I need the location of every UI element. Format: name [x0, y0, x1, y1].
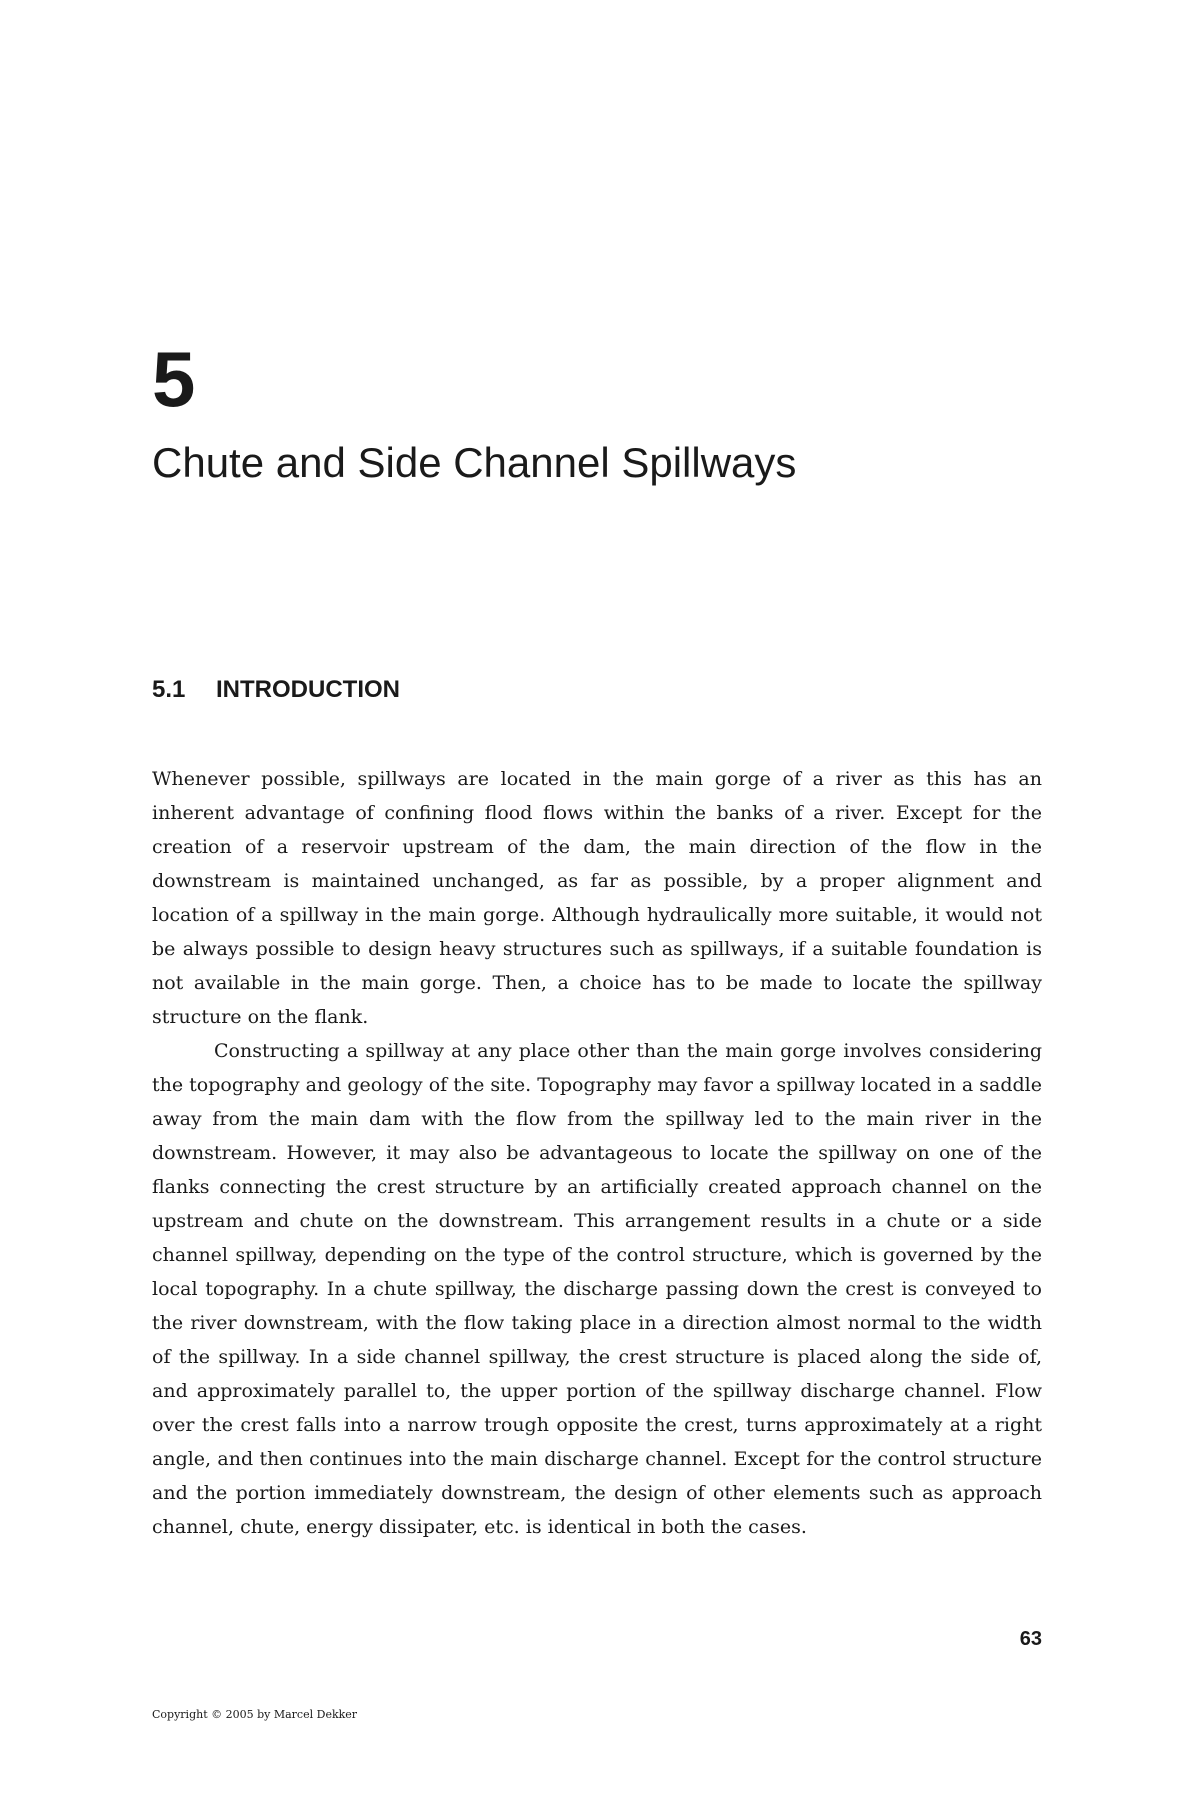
- copyright-notice: Copyright © 2005 by Marcel Dekker: [152, 1708, 358, 1721]
- chapter-title: Chute and Side Channel Spillways: [152, 439, 797, 486]
- section-heading: [152, 678, 400, 702]
- paragraph-1: Whenever possible, spillways are located in the main gorge of a river as this has an inherent advantage of confining flood flows within the banks of a river. Except for the creation of a reservoir upstream of the dam, the main direction of the flow in the downstream is maintained unchanged, as far as possible, by a proper alignment and location of a spillway in the main gorge. Although hydraulically more suitable, it would not be always possible to design heavy structures such as spillways, if a suitable foundation is not available in the main gorge. Then, a choice has to be made to locate the spillway structure on the flank.: [152, 768, 1042, 1028]
- page-number: 63: [1019, 1628, 1042, 1650]
- section-title: INTRODUCTION: [216, 676, 400, 703]
- chapter-number: 5: [152, 335, 196, 423]
- body-text: [152, 762, 1042, 1544]
- section-number: 5.1: [152, 676, 186, 703]
- paragraph-2: Constructing a spillway at any place other than the main gorge involves considering the topography and geology of the site. Topography may favor a spillway located in a saddle away from the main dam with the flow from the spillway led to the main river in the downstream. However, it may also be advantageous to locate the spillway on one of the flanks connecting the crest structure by an artificially created approach channel on the upstream and chute on the downstream. This arrangement results in a chute or a side channel spillway, depending on the type of the control structure, which is governed by the local topography. In a chute spillway, the discharge passing down the crest is conveyed to the river downstream, with the flow taking place in a direction almost normal to the width of the spillway. In a side channel spillway, the crest structure is placed along the side of, and approximately parallel to, the upper portion of the spillway discharge channel. Flow over the crest falls into a narrow trough opposite the crest, turns approximately at a right angle, and then continues into the main discharge channel. Except for the control structure and the portion immediately downstream, the design of other elements such as approach channel, chute, energy dissipater, etc. is identical in both the cases.: [152, 1040, 1042, 1538]
